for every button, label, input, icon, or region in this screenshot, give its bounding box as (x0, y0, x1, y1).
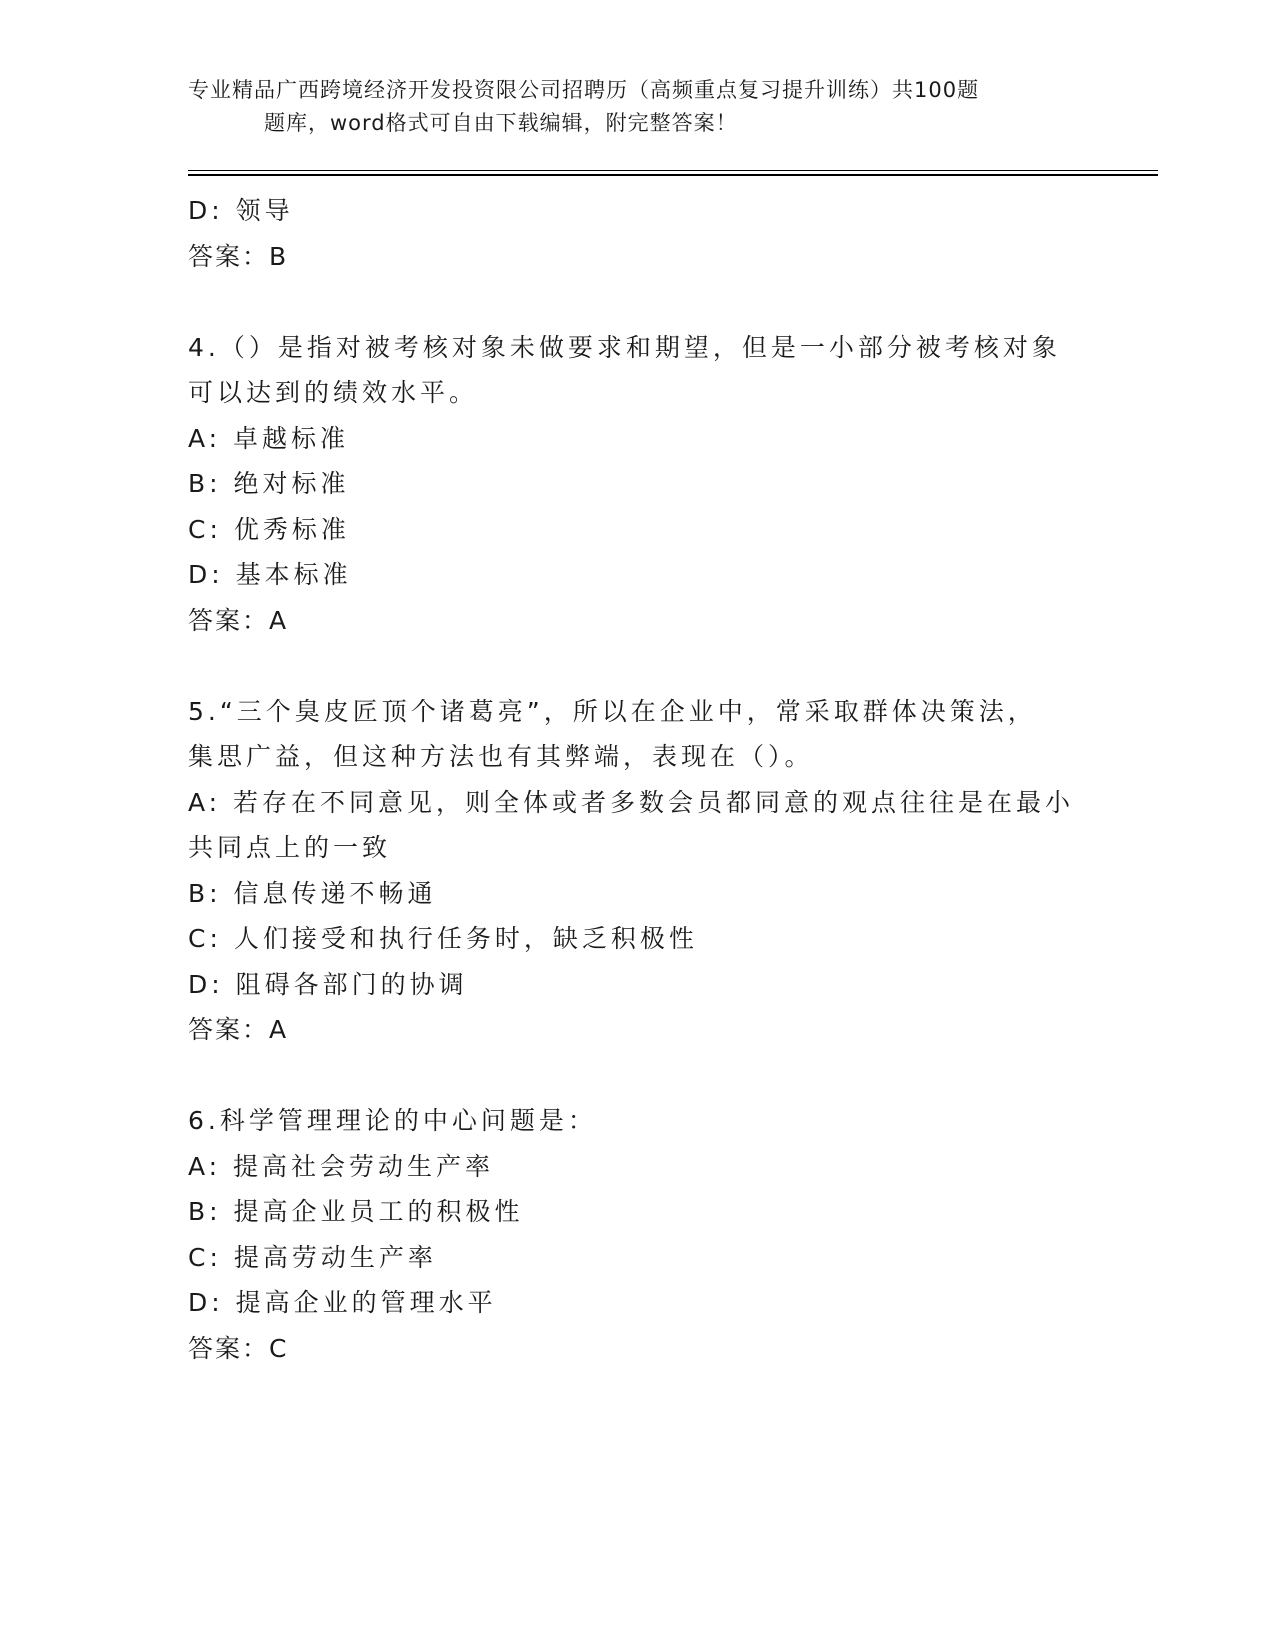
header-rule-thin (188, 170, 1158, 171)
header-line-1: 专业精品广西跨境经济开发投资限公司招聘历（高频重点复习提升训练）共100题 (188, 78, 980, 102)
question-4 (188, 325, 1088, 644)
option-d: D: 提高企业的管理水平 (188, 1288, 497, 1317)
spacer (188, 1053, 1088, 1099)
document-body (188, 188, 1088, 1371)
question-5 (188, 689, 1088, 1053)
option-a: A: 提高社会劳动生产率 (188, 1151, 495, 1181)
question-stem: 4.（）是指对被考核对象未做要求和期望，但是一小部分被考核对象 (188, 332, 1061, 362)
option-d: D: 阻碍各部门的协调 (188, 969, 468, 999)
question-stem-continued: 集思广益，但这种方法也有其弊端，表现在（）。 (188, 742, 814, 771)
answer-line: 答案：A (188, 605, 289, 635)
question-stem-continued: 可以达到的绩效水平。 (188, 378, 479, 407)
page-header (188, 74, 1088, 140)
answer-line: 答案：B (188, 241, 289, 271)
answer-line: 答案：C (188, 1333, 289, 1363)
question-stem: 5.“三个臭皮匠顶个诸葛亮”，所以在企业中，常采取群体决策法， (188, 696, 1037, 726)
option-c: C: 提高劳动生产率 (188, 1242, 437, 1272)
option-a-continued: 共同点上的一致 (188, 833, 392, 862)
header-rule-thick (188, 174, 1158, 176)
answer-line: 答案：A (188, 1015, 289, 1044)
carryover-question (188, 188, 1088, 279)
question-stem: 6.科学管理理论的中心问题是： (188, 1106, 597, 1135)
option-c: C: 优秀标准 (188, 514, 350, 544)
option-b: B: 绝对标准 (188, 469, 350, 498)
spacer (188, 643, 1088, 689)
option-b: B: 提高企业员工的积极性 (188, 1197, 524, 1226)
option-d: D: 基本标准 (188, 560, 352, 589)
option-d: D: 领导 (188, 196, 294, 225)
option-c: C: 人们接受和执行任务时，缺乏积极性 (188, 924, 698, 953)
option-b: B: 信息传递不畅通 (188, 878, 437, 908)
option-a: A: 卓越标准 (188, 423, 350, 453)
spacer (188, 279, 1088, 325)
question-6 (188, 1098, 1088, 1371)
option-a: A: 若存在不同意见，则全体或者多数会员都同意的观点往往是在最小 (188, 787, 1075, 817)
header-line-2: 题库，word格式可自由下载编辑，附完整答案！ (264, 111, 738, 135)
